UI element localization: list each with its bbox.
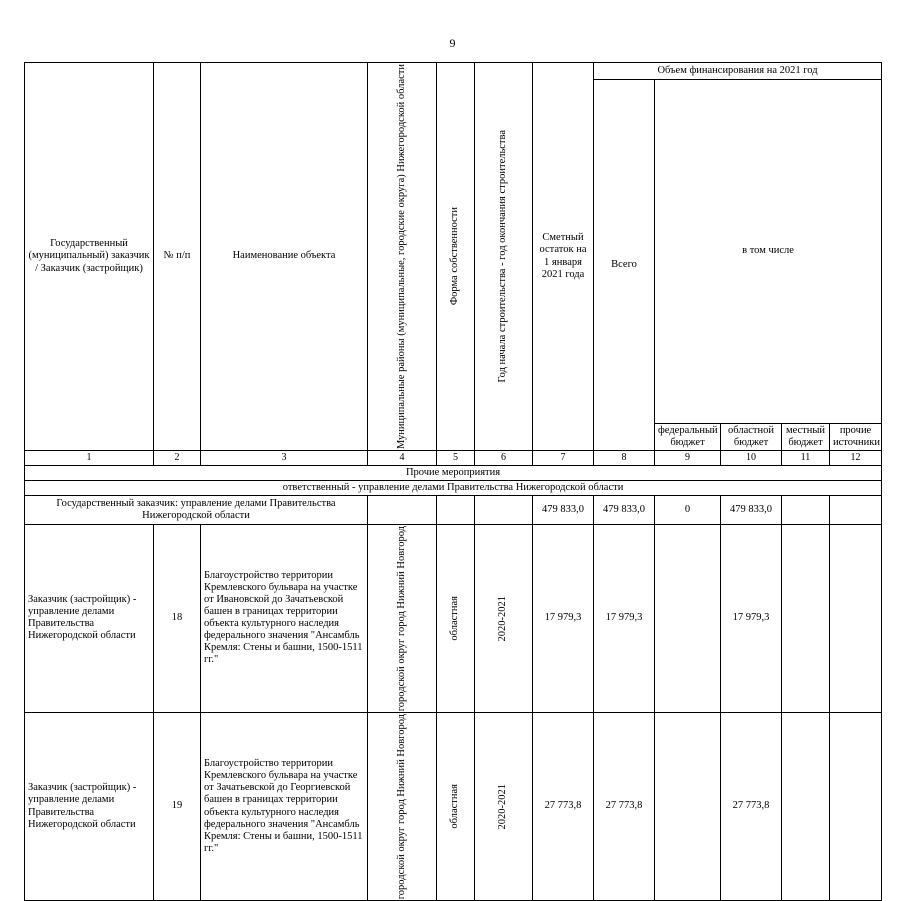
summary-federal: 0	[655, 495, 721, 524]
header-including: в том числе	[655, 80, 882, 424]
row-total: 27 773,8	[594, 712, 655, 900]
header-local: местный бюджет	[782, 423, 830, 450]
row-municipality: городской округ город Нижний Новгород	[368, 712, 437, 900]
column-numbers-row	[25, 451, 882, 466]
header-ownership: Форма собственности	[437, 63, 475, 451]
row-local	[782, 712, 830, 900]
table-row	[25, 712, 882, 900]
header-years: Год начала строительства - год окончания строительства	[475, 63, 533, 451]
row-regional: 27 773,8	[721, 712, 782, 900]
column-number: 7	[533, 451, 594, 466]
column-number: 10	[721, 451, 782, 466]
summary-row	[25, 495, 882, 524]
column-number: 9	[655, 451, 721, 466]
row-object-name: Благоустройство территории Кремлевского бульвара на участке от Ивановской до Зачатьевской башен в границах территории объекта культурного наследия федерального значения "Ансамбль Кремля: Стены и башни, 1500-1511 гг."	[201, 524, 368, 712]
row-regional: 17 979,3	[721, 524, 782, 712]
table-row	[25, 524, 882, 712]
section-row	[25, 465, 882, 480]
financing-table	[24, 62, 882, 901]
header-federal: федеральный бюджет	[655, 423, 721, 450]
summary-total: 479 833,0	[594, 495, 655, 524]
section-title: Прочие мероприятия	[25, 465, 882, 480]
summary-remainder: 479 833,0	[533, 495, 594, 524]
row-municipality: городской округ город Нижний Новгород	[368, 524, 437, 712]
header-funding: Объем финансирования на 2021 год	[594, 63, 882, 80]
row-customer: Заказчик (застройщик) - управление делами Правительства Нижегородской области	[25, 712, 154, 900]
header-other: прочие источники	[830, 423, 882, 450]
header-regional: областной бюджет	[721, 423, 782, 450]
column-number: 8	[594, 451, 655, 466]
row-other	[830, 524, 882, 712]
header-object-name: Наименование объекта	[201, 63, 368, 451]
summary-customer: Государственный заказчик: управление делами Правительства Нижегородской области	[25, 495, 368, 524]
row-years: 2020-2021	[475, 712, 533, 900]
column-number: 3	[201, 451, 368, 466]
row-years: 2020-2021	[475, 524, 533, 712]
row-local	[782, 524, 830, 712]
header-number: № п/п	[154, 63, 201, 451]
page-number: 9	[449, 36, 456, 50]
row-federal	[655, 524, 721, 712]
column-number: 2	[154, 451, 201, 466]
row-ownership: областная	[437, 712, 475, 900]
header-row-1	[25, 63, 882, 80]
section-responsible: ответственный - управление делами Правительства Нижегородской области	[25, 480, 882, 495]
column-number: 5	[437, 451, 475, 466]
header-municipality: Муниципальные районы (муниципальные, городские округа) Нижегородской области	[368, 63, 437, 451]
row-object-name: Благоустройство территории Кремлевского бульвара на участке от Зачатьевской до Георгиевской башен в границах территории объекта культурного наследия федерального значения "Ансамбль Кремля: Стены и башни, 1500-1511 гг."	[201, 712, 368, 900]
column-number: 6	[475, 451, 533, 466]
header-estimate-remainder: Сметный остаток на 1 января 2021 года	[533, 63, 594, 451]
column-number: 4	[368, 451, 437, 466]
header-total: Всего	[594, 80, 655, 451]
summary-regional: 479 833,0	[721, 495, 782, 524]
section-row	[25, 480, 882, 495]
row-customer: Заказчик (застройщик) - управление делами Правительства Нижегородской области	[25, 524, 154, 712]
column-number: 12	[830, 451, 882, 466]
row-number: 18	[154, 524, 201, 712]
row-remainder: 17 979,3	[533, 524, 594, 712]
header-customer: Государственный (муниципальный) заказчик / Заказчик (застройщик)	[25, 63, 154, 451]
row-federal	[655, 712, 721, 900]
row-remainder: 27 773,8	[533, 712, 594, 900]
column-number: 11	[782, 451, 830, 466]
row-number: 19	[154, 712, 201, 900]
row-ownership: областная	[437, 524, 475, 712]
row-total: 17 979,3	[594, 524, 655, 712]
column-number: 1	[25, 451, 154, 466]
row-other	[830, 712, 882, 900]
